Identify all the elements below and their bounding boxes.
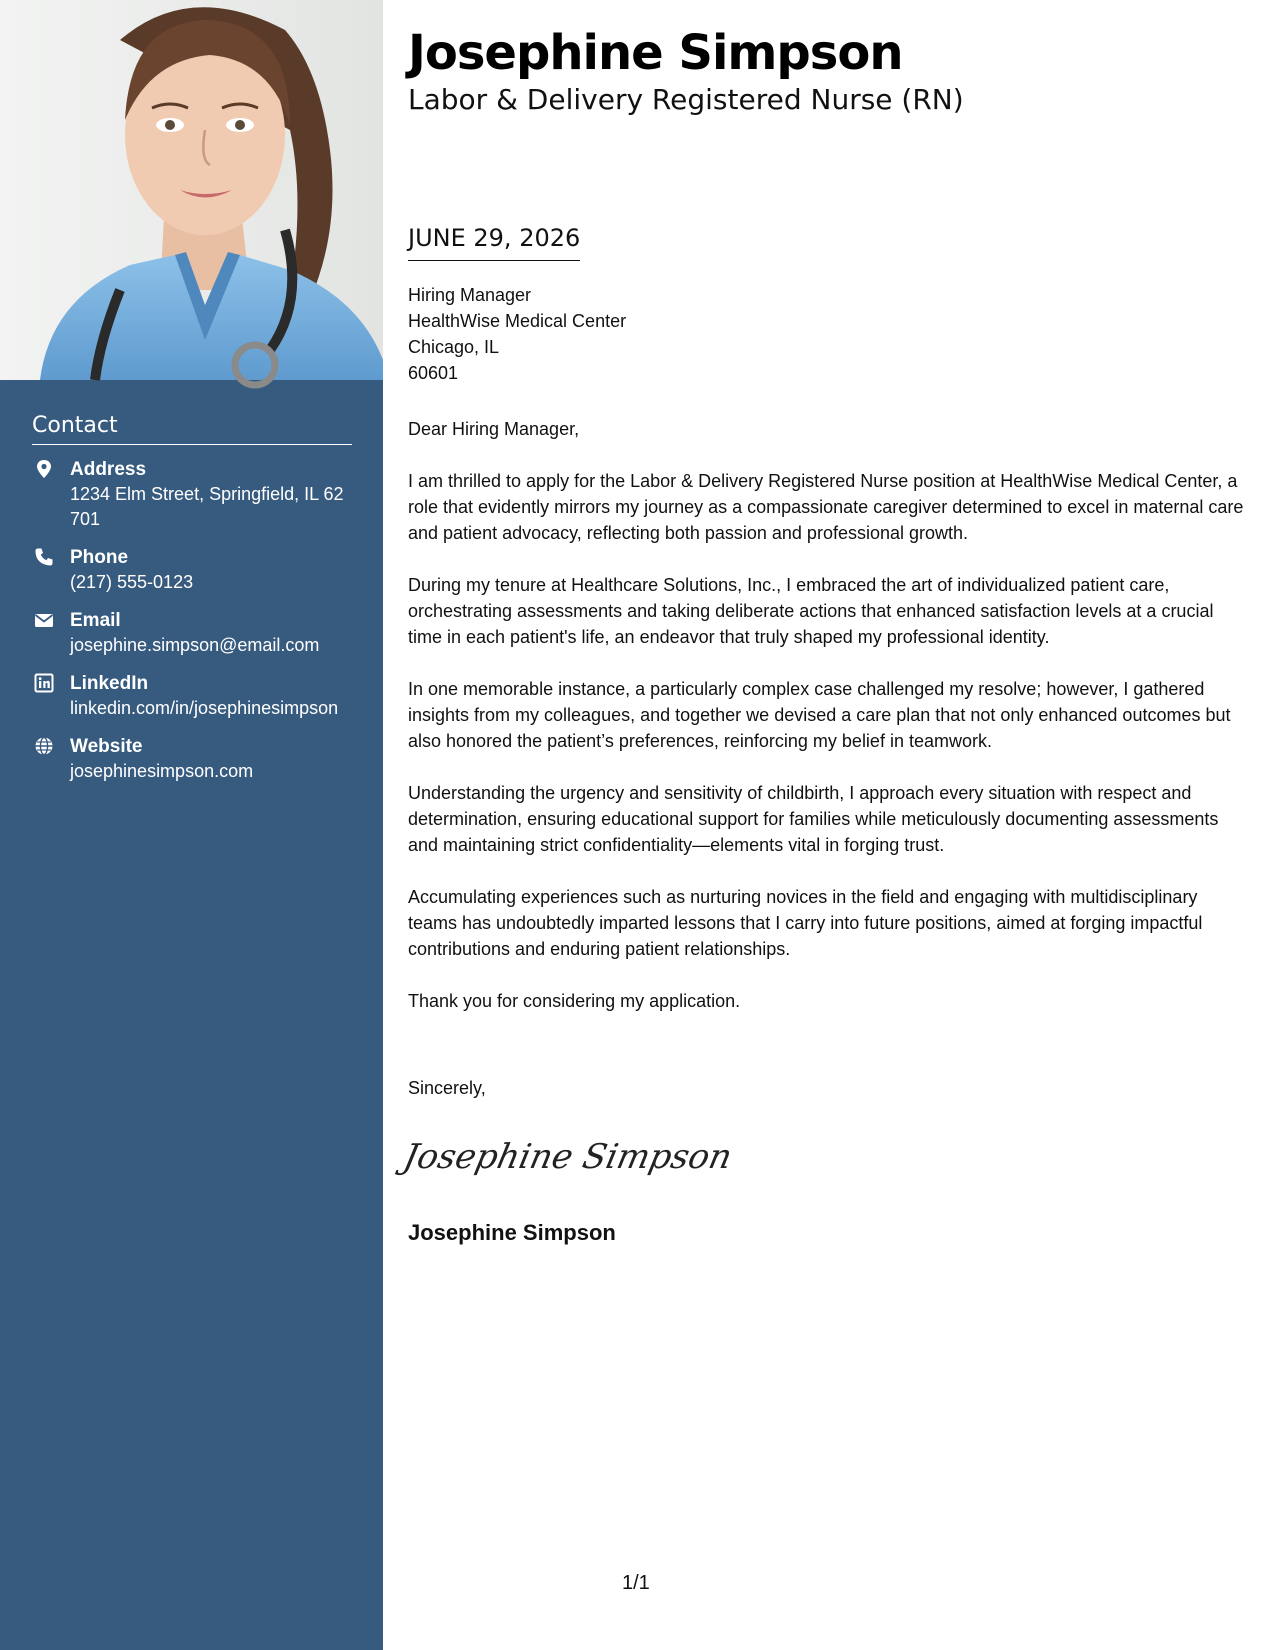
letter-paragraph: I am thrilled to apply for the Labor & Delivery Registered Nurse position at HealthWise Medical Center, a role that evidently mirrors my journey as a compassionate caregiver determined to excel in maternal care and patient advocacy, reflecting both passion and professional growth. [408,471,1244,543]
letter-paragraph: In one memorable instance, a particularly complex case challenged my resolve; however, I gathered insights from my colleagues, and together we devised a care plan that not only enhanced outcomes but also honored the patient’s preferences, reinforcing my belief in teamwork. [408,679,1231,751]
svg-text:Josephine Simpson: Josephine Simpson [400,1137,736,1177]
recipient-block [408,282,626,386]
address-value: 1234 Elm Street, Springfield, IL 62701 [70,484,344,529]
email-value[interactable]: josephine.simpson@email.com [70,635,320,655]
contact-label: Website [70,736,143,757]
applicant-name: Josephine Simpson [408,25,903,81]
handwritten-signature [400,1130,736,1180]
contact-address [32,458,352,532]
salutation: Dear Hiring Manager, [408,419,580,439]
recipient-title: Hiring Manager [408,285,532,305]
linkedin-value[interactable]: linkedin.com/in/josephinesimpson [70,698,339,718]
contact-email [32,609,352,658]
recipient-zip: 60601 [408,363,459,383]
closing: Sincerely, [408,1078,486,1098]
recipient-company: HealthWise Medical Center [408,311,627,331]
contact-section [32,412,352,798]
map-pin-icon [34,459,54,479]
contact-label: Email [70,610,121,631]
letter-paragraph: Understanding the urgency and sensitivity of childbirth, I approach every situation with respect and determination, ensuring educational support for families while meticulously documenting assessments and maintaining strict confidentiality—elements vital in forging trust. [408,783,1219,855]
contact-heading: Contact [32,412,352,445]
signed-name: Josephine Simpson [408,1220,616,1245]
applicant-role: Labor & Delivery Registered Nurse (RN) [408,83,964,116]
linkedin-icon [34,673,54,693]
globe-icon [34,736,54,756]
sidebar [0,0,383,1650]
contact-website [32,735,352,784]
profile-photo [0,0,383,380]
website-value[interactable]: josephinesimpson.com [70,761,254,781]
contact-label: Address [70,459,147,480]
letter-body [408,416,1248,1040]
envelope-icon [34,610,54,630]
letter-paragraph: During my tenure at Healthcare Solutions, Inc., I embraced the art of individualized patient care, orchestrating assessments and taking deliberate actions that enhanced satisfaction levels at a crucial time in each patient's life, an endeavor that truly shaped my professional identity. [408,575,1214,647]
phone-value[interactable]: (217) 555-0123 [70,572,194,592]
letter-date: JUNE 29, 2026 [408,222,580,261]
contact-linkedin [32,672,352,721]
contact-label: Phone [70,547,129,568]
contact-label: LinkedIn [70,673,149,694]
phone-icon [34,547,54,567]
page-number: 1/1 [622,1572,650,1594]
recipient-city: Chicago, IL [408,337,500,357]
letter-paragraph: Accumulating experiences such as nurturing novices in the field and engaging with multidisciplinary teams has undoubtedly imparted lessons that I carry into future positions, aimed at forging impactful contributions and enduring patient relationships. [408,887,1203,959]
contact-phone [32,546,352,595]
letter-paragraph: Thank you for considering my application. [408,991,741,1011]
